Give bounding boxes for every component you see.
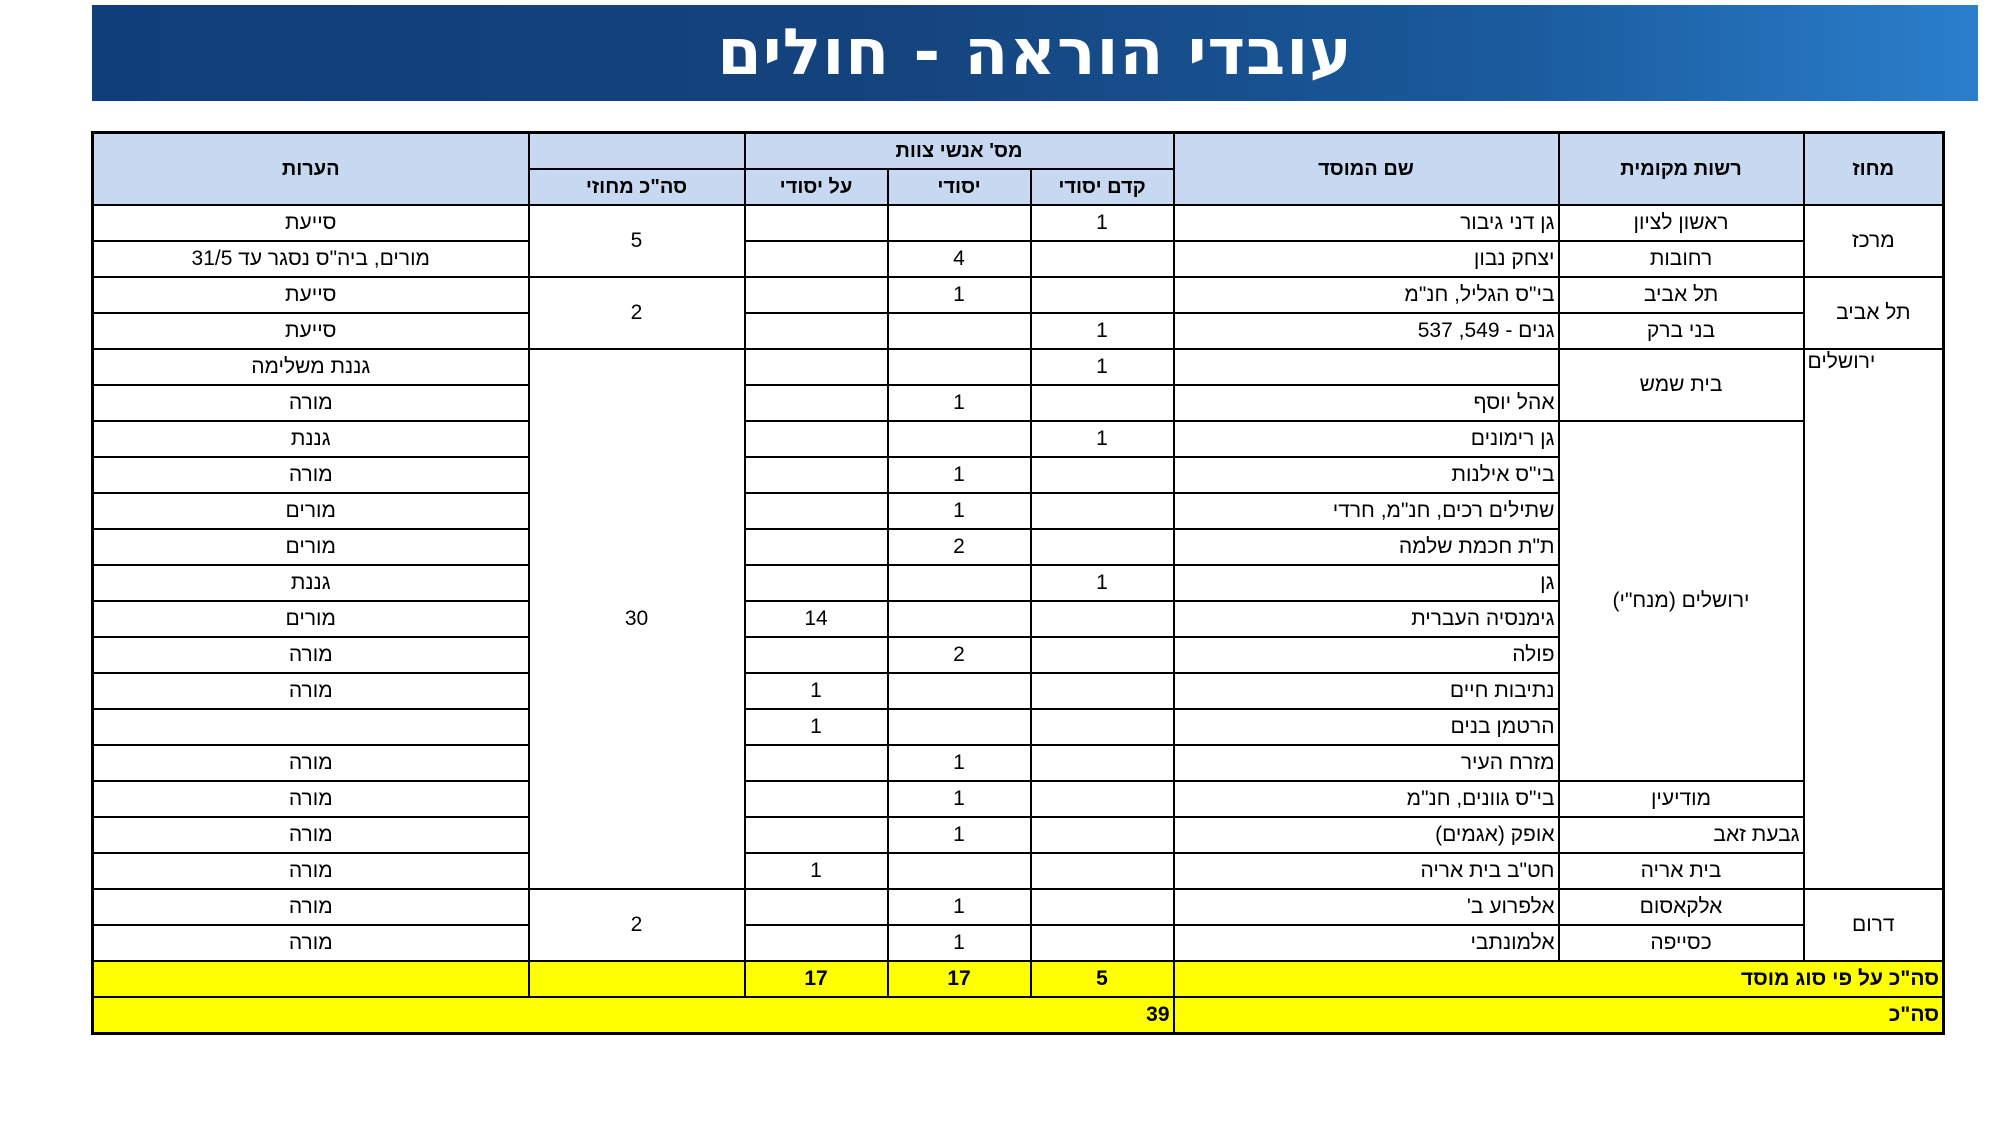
- authority-cell: בית שמש: [1559, 349, 1804, 421]
- primary-cell: 1: [888, 457, 1031, 493]
- grand-total-row: [93, 997, 1944, 1034]
- table-row: [93, 241, 1944, 277]
- header-primary: יסודי: [888, 169, 1031, 205]
- notes-cell: מורה: [93, 745, 529, 781]
- notes-cell: מורים: [93, 601, 529, 637]
- primary-cell: 1: [888, 385, 1031, 421]
- primary-cell: 1: [888, 493, 1031, 529]
- institution-cell: אהל יוסף: [1174, 385, 1559, 421]
- post-primary-cell: [745, 493, 888, 529]
- post-primary-cell: [745, 205, 888, 241]
- post-primary-cell: [745, 385, 888, 421]
- primary-cell: [888, 709, 1031, 745]
- header-staff-count: מס' אנשי צוות: [745, 133, 1174, 170]
- notes-cell: מורים: [93, 529, 529, 565]
- header-preschool: קדם יסודי: [1031, 169, 1174, 205]
- post-primary-cell: 1: [745, 709, 888, 745]
- authority-cell: כסייפה: [1559, 925, 1804, 961]
- preschool-cell: [1031, 745, 1174, 781]
- district-total-cell: 5: [529, 205, 745, 277]
- institution-cell: גנים - 549, 537: [1174, 313, 1559, 349]
- post-primary-cell: [745, 817, 888, 853]
- primary-cell: [888, 313, 1031, 349]
- grand-total-label: סה"כ: [1174, 997, 1944, 1034]
- primary-cell: 1: [888, 781, 1031, 817]
- preschool-cell: [1031, 817, 1174, 853]
- preschool-cell: [1031, 709, 1174, 745]
- title-banner: [92, 5, 1978, 101]
- table-row: [93, 313, 1944, 349]
- post-primary-cell: [745, 313, 888, 349]
- post-primary-cell: [745, 745, 888, 781]
- preschool-cell: [1031, 673, 1174, 709]
- institution-cell: גן דני גיבור: [1174, 205, 1559, 241]
- authority-cell: בני ברק: [1559, 313, 1804, 349]
- institution-cell: גימנסיה העברית: [1174, 601, 1559, 637]
- preschool-cell: [1031, 781, 1174, 817]
- total-notes-blank: [93, 961, 529, 997]
- post-primary-cell: [745, 529, 888, 565]
- institution-cell: אופק (אגמים): [1174, 817, 1559, 853]
- post-primary-cell: 1: [745, 853, 888, 889]
- table-row: [93, 817, 1944, 853]
- district-total-cell: 30: [529, 349, 745, 889]
- primary-cell: [888, 349, 1031, 385]
- sick-teachers-table: [91, 131, 1945, 1035]
- notes-cell: סייעת: [93, 277, 529, 313]
- institution-cell: ת"ת חכמת שלמה: [1174, 529, 1559, 565]
- notes-cell: מורה: [93, 673, 529, 709]
- authority-cell: ירושלים (מנח"י): [1559, 421, 1804, 781]
- header-institution: שם המוסד: [1174, 133, 1559, 206]
- primary-cell: 2: [888, 637, 1031, 673]
- post-primary-cell: 14: [745, 601, 888, 637]
- authority-cell: רחובות: [1559, 241, 1804, 277]
- notes-cell: סייעת: [93, 205, 529, 241]
- table-row: [93, 781, 1944, 817]
- primary-cell: [888, 421, 1031, 457]
- institution-cell: חט"ב בית אריה: [1174, 853, 1559, 889]
- header-row-1: [93, 133, 1944, 170]
- preschool-cell: [1031, 601, 1174, 637]
- primary-cell: [888, 853, 1031, 889]
- institution-cell: פולה: [1174, 637, 1559, 673]
- preschool-cell: [1031, 925, 1174, 961]
- post-primary-cell: [745, 925, 888, 961]
- preschool-cell: [1031, 457, 1174, 493]
- notes-cell: מורה: [93, 637, 529, 673]
- district-cell: ירושלים: [1804, 349, 1944, 889]
- institution-cell: בי"ס אילנות: [1174, 457, 1559, 493]
- table-row: [93, 925, 1944, 961]
- preschool-cell: 1: [1031, 565, 1174, 601]
- notes-cell: גננת: [93, 421, 529, 457]
- post-primary-cell: 1: [745, 673, 888, 709]
- preschool-cell: [1031, 853, 1174, 889]
- primary-cell: 1: [888, 889, 1031, 925]
- notes-cell: מורה: [93, 889, 529, 925]
- notes-cell: מורים: [93, 493, 529, 529]
- primary-cell: 1: [888, 277, 1031, 313]
- notes-cell: מורים, ביה"ס נסגר עד 31/5: [93, 241, 529, 277]
- institution-cell: בי"ס גוונים, חנ"מ: [1174, 781, 1559, 817]
- header-authority: רשות מקומית: [1559, 133, 1804, 206]
- total-by-type-label: סה"כ על פי סוג מוסד: [1174, 961, 1944, 997]
- primary-cell: [888, 205, 1031, 241]
- notes-cell: מורה: [93, 385, 529, 421]
- preschool-cell: 1: [1031, 421, 1174, 457]
- primary-cell: [888, 673, 1031, 709]
- table-row: [93, 421, 1944, 457]
- institution-cell: [1174, 349, 1559, 385]
- notes-cell: [93, 709, 529, 745]
- table-row: [93, 205, 1944, 241]
- grand-total-value: 39: [93, 997, 1174, 1034]
- preschool-cell: [1031, 385, 1174, 421]
- total-post-primary: 17: [745, 961, 888, 997]
- header-district: מחוז: [1804, 133, 1944, 206]
- preschool-cell: [1031, 277, 1174, 313]
- district-cell: מרכז: [1804, 205, 1944, 277]
- total-primary: 17: [888, 961, 1031, 997]
- table-row: [93, 853, 1944, 889]
- preschool-cell: 1: [1031, 313, 1174, 349]
- authority-cell: תל אביב: [1559, 277, 1804, 313]
- primary-cell: 4: [888, 241, 1031, 277]
- notes-cell: מורה: [93, 925, 529, 961]
- primary-cell: 2: [888, 529, 1031, 565]
- preschool-cell: [1031, 529, 1174, 565]
- institution-cell: גן: [1174, 565, 1559, 601]
- district-cell: תל אביב: [1804, 277, 1944, 349]
- primary-cell: [888, 601, 1031, 637]
- institution-cell: אלמונתבי: [1174, 925, 1559, 961]
- institution-cell: יצחק נבון: [1174, 241, 1559, 277]
- primary-cell: 1: [888, 817, 1031, 853]
- institution-cell: מזרח העיר: [1174, 745, 1559, 781]
- notes-cell: סייעת: [93, 313, 529, 349]
- institution-cell: גן רימונים: [1174, 421, 1559, 457]
- notes-cell: גננת: [93, 565, 529, 601]
- page-title: עובדי הוראה - חולים: [717, 16, 1353, 90]
- post-primary-cell: [745, 457, 888, 493]
- preschool-cell: [1031, 241, 1174, 277]
- preschool-cell: 1: [1031, 205, 1174, 241]
- table-row: [93, 889, 1944, 925]
- institution-cell: שתילים רכים, חנ"מ, חרדי: [1174, 493, 1559, 529]
- post-primary-cell: [745, 241, 888, 277]
- authority-cell: מודיעין: [1559, 781, 1804, 817]
- district-total-cell: 2: [529, 889, 745, 961]
- header-post-primary: על יסודי: [745, 169, 888, 205]
- district-cell: דרום: [1804, 889, 1944, 961]
- primary-cell: 1: [888, 925, 1031, 961]
- notes-cell: מורה: [93, 457, 529, 493]
- post-primary-cell: [745, 637, 888, 673]
- post-primary-cell: [745, 781, 888, 817]
- authority-cell: בית אריה: [1559, 853, 1804, 889]
- notes-cell: מורה: [93, 781, 529, 817]
- notes-cell: מורה: [93, 853, 529, 889]
- notes-cell: מורה: [93, 817, 529, 853]
- authority-cell: אלקאסום: [1559, 889, 1804, 925]
- header-district-total: סה"כ מחוזי: [529, 169, 745, 205]
- header-notes: הערות: [93, 133, 529, 206]
- primary-cell: 1: [888, 745, 1031, 781]
- post-primary-cell: [745, 421, 888, 457]
- post-primary-cell: [745, 349, 888, 385]
- institution-cell: הרטמן בנים: [1174, 709, 1559, 745]
- total-preschool: 5: [1031, 961, 1174, 997]
- notes-cell: גננת משלימה: [93, 349, 529, 385]
- post-primary-cell: [745, 889, 888, 925]
- table-row: [93, 277, 1944, 313]
- table-row: [93, 349, 1944, 385]
- district-total-cell: 2: [529, 277, 745, 349]
- post-primary-cell: [745, 565, 888, 601]
- preschool-cell: [1031, 889, 1174, 925]
- institution-cell: בי"ס הגליל, חנ"מ: [1174, 277, 1559, 313]
- preschool-cell: [1031, 493, 1174, 529]
- authority-cell: ראשון לציון: [1559, 205, 1804, 241]
- post-primary-cell: [745, 277, 888, 313]
- institution-cell: נתיבות חיים: [1174, 673, 1559, 709]
- header-blank: [529, 133, 745, 170]
- preschool-cell: 1: [1031, 349, 1174, 385]
- institution-cell: אלפרוע ב': [1174, 889, 1559, 925]
- authority-cell: גבעת זאב: [1559, 817, 1804, 853]
- total-by-type-row: [93, 961, 1944, 997]
- preschool-cell: [1031, 637, 1174, 673]
- primary-cell: [888, 565, 1031, 601]
- total-blank-cell: [529, 961, 745, 997]
